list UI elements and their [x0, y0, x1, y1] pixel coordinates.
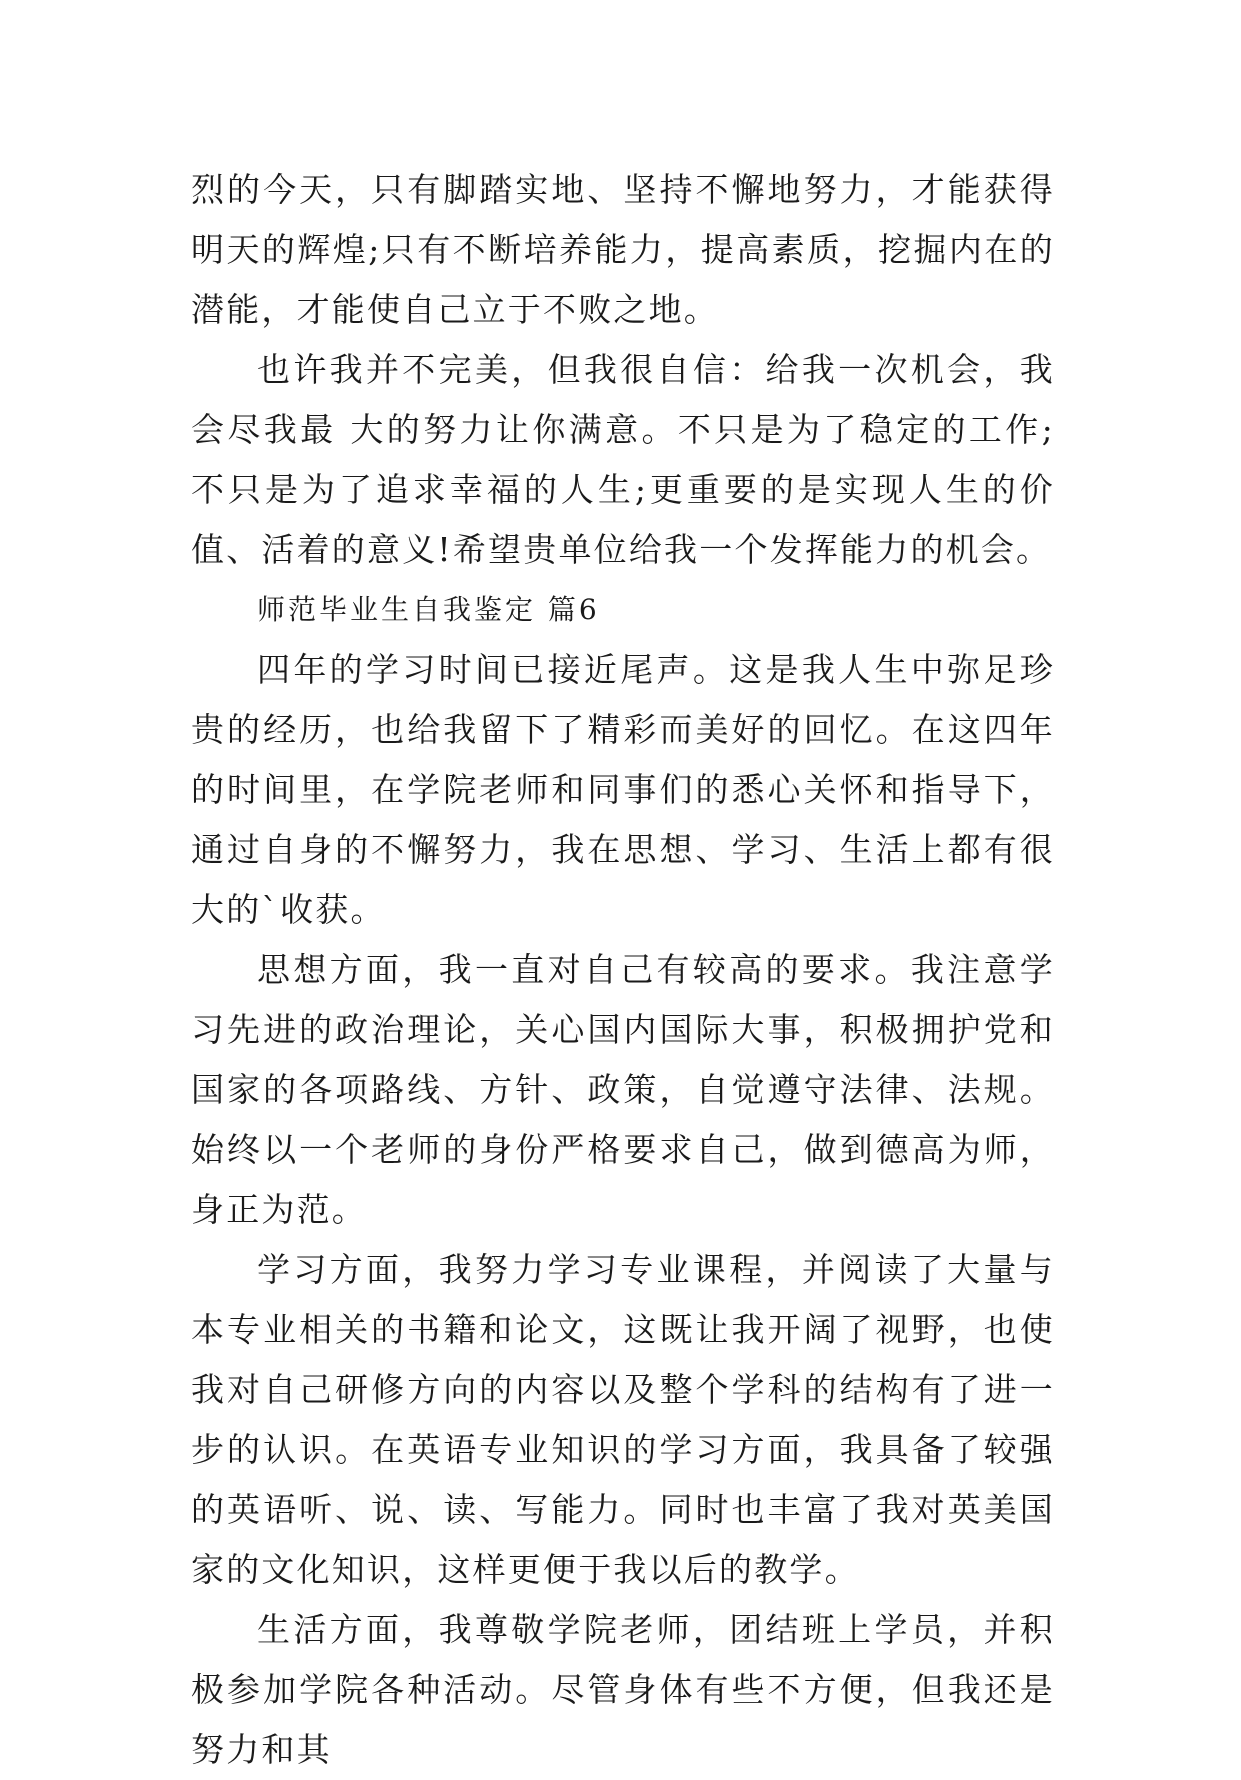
paragraph-study: 学习方面，我努力学习专业课程，并阅读了大量与本专业相关的书籍和论文，这既让我开阔了视野，也使我对自己研修方向的内容以及整个学科的结构有了进一步的认识。在英语专业知识的学习方面，我具备了较强的英语听、说、读、写能力。同时也丰富了我对英美国家的文化知识，这样更便于我以后的教学。	[191, 1250, 1055, 1589]
document-page	[191, 160, 1055, 1780]
paragraph-thought: 思想方面，我一直对自己有较高的要求。我注意学习先进的政治理论，关心国内国际大事，积极拥护党和国家的各项路线、方针、政策，自觉遵守法律、法规。始终以一个老师的身份严格要求自己，做到德高为师，身正为范。	[191, 950, 1055, 1229]
paragraph-continuation: 烈的今天，只有脚踏实地、坚持不懈地努力，才能获得明天的辉煌;只有不断培养能力，提高素质，挖掘内在的潜能，才能使自己立于不败之地。	[191, 170, 1055, 329]
paragraph-life: 生活方面，我尊敬学院老师，团结班上学员，并积极参加学院各种活动。尽管身体有些不方便，但我还是努力和其	[191, 1610, 1055, 1769]
paragraph-intro: 四年的学习时间已接近尾声。这是我人生中弥足珍贵的经历，也给我留下了精彩而美好的回忆。在这四年的时间里，在学院老师和同事们的悉心关怀和指导下，通过自身的不懈努力，我在思想、学习、生活上都有很大的`收获。	[191, 650, 1055, 929]
paragraph-confidence: 也许我并不完美，但我很自信：给我一次机会，我会尽我最 大的努力让你满意。不只是为了稳定的工作;不只是为了追求幸福的人生;更重要的是实现人生的价值、活着的意义!希望贵单位给我一个发挥能力的机会。	[191, 350, 1055, 569]
section-heading: 师范毕业生自我鉴定 篇6	[257, 593, 600, 626]
